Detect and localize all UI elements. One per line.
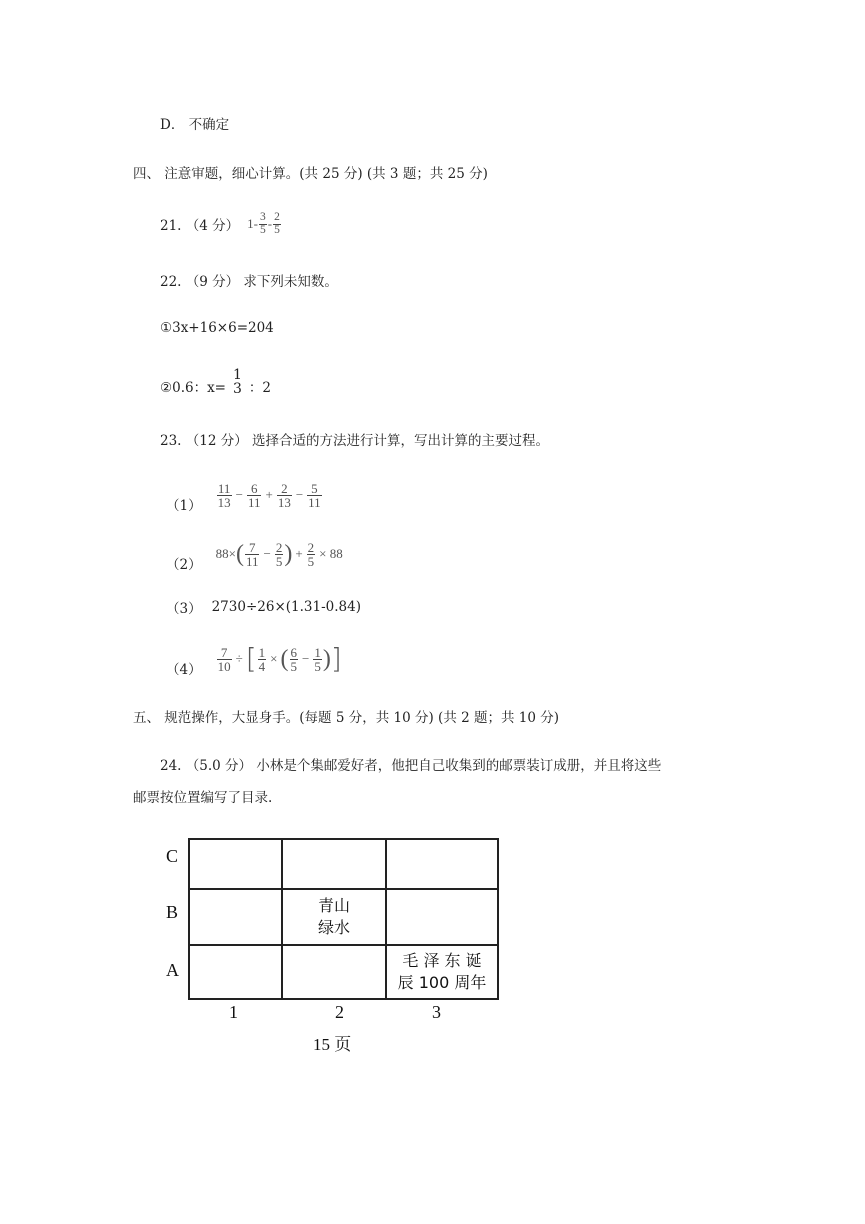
question-22-label: 22. （9 分） 求下列未知数。	[160, 274, 338, 290]
fraction: $\frac{2}{5}$	[274, 211, 280, 236]
question-24-line-2: 邮票按位置编写了目录.	[133, 790, 273, 806]
part-number: （1）	[166, 498, 202, 514]
question-23-part-1	[166, 476, 323, 514]
fraction: $\frac{3}{5}$	[260, 211, 266, 236]
fraction: 1 3	[233, 367, 242, 397]
cell-a3	[386, 945, 498, 999]
cell-a2	[282, 945, 386, 999]
cell-c1	[189, 839, 282, 889]
question-22-item-1: ①3x+16×6=204	[160, 320, 274, 336]
question-21	[160, 212, 282, 236]
cell-b1	[189, 889, 282, 945]
part-2-expression: 88× ( $\frac{7}{11}$ − $\frac{2}{5}$ ) + $\frac{2}{5}$ × 88	[215, 539, 343, 569]
col-label-1: 1	[229, 1002, 238, 1022]
fraction: $\frac{1}{5}$	[314, 644, 321, 674]
fraction: $\frac{11}{13}$	[217, 480, 231, 510]
cell-b3	[386, 889, 498, 945]
part-3-expression: 2730÷26×(1.31-0.84)	[211, 599, 361, 615]
section-4-title: 四、 注意审题，细心计算。(共 25 分) (共 3 题；共 25 分)	[133, 166, 488, 182]
row-label-b: B	[166, 902, 179, 922]
cell-b2	[282, 889, 386, 945]
row-label-c: C	[166, 846, 179, 866]
expr-tail: × 88	[319, 546, 343, 561]
fraction: $\frac{7}{11}$	[245, 539, 259, 569]
col-label-2: 2	[335, 1002, 344, 1022]
cell-a3-line-1: 毛 泽 东 诞	[402, 951, 482, 970]
question-21-expression	[247, 212, 282, 236]
operator: -	[267, 216, 273, 231]
fraction: $\frac{1}{4}$	[258, 644, 266, 674]
question-23-part-2	[166, 535, 343, 573]
col-label-3: 3	[432, 1002, 441, 1022]
part-number: （2）	[166, 557, 202, 573]
part-4-expression: $\frac{7}{10}$ ÷ [ $\frac{1}{4}$ × ( $\frac{6}{5}$ − $\frac{1}{5}$ ) ]	[217, 642, 342, 675]
section-5-title: 五、 规范操作，大显身手。(每题 5 分，共 10 分) (共 2 题；共 10 分)	[133, 710, 560, 726]
part-number: （4）	[166, 662, 202, 678]
cell-c3	[386, 839, 498, 889]
question-22-item-2	[160, 368, 271, 396]
question-23-part-3	[166, 597, 361, 617]
fraction: $\frac{2}{5}$	[275, 539, 283, 569]
cell-c2	[282, 839, 386, 889]
question-23-label: 23. （12 分） 选择合适的方法进行计算，写出计算的主要过程。	[160, 433, 550, 449]
fraction: $\frac{2}{5}$	[307, 539, 315, 569]
cell-a3-line-2: 辰 100 周年	[397, 973, 487, 992]
item-2-prefix: ②0.6：x=	[160, 380, 226, 396]
row-label-a: A	[166, 960, 179, 980]
part-number: （3）	[166, 601, 202, 617]
fraction: $\frac{2}{13}$	[277, 480, 291, 510]
option-d: D． 不确定	[160, 117, 230, 133]
question-23-part-4	[166, 640, 342, 678]
fraction: $\frac{6}{5}$	[290, 644, 298, 674]
fraction: $\frac{7}{10}$	[217, 644, 231, 674]
part-1-expression: $\frac{11}{13}$ − $\frac{6}{11}$ + $\frac{2}{13}$ − $\frac{5}{11}$	[217, 480, 321, 510]
fraction: $\frac{6}{11}$	[247, 480, 261, 510]
question-24-line-1: 24. （5.0 分） 小林是个集邮爱好者，他把自己收集到的邮票装订成册，并且将这些	[160, 758, 662, 774]
item-2-suffix: ：2	[248, 380, 272, 396]
cell-a1	[189, 945, 282, 999]
cell-b2-line-2: 绿水	[317, 918, 350, 937]
expr-lead: 88×	[215, 546, 236, 561]
question-21-label: 21. （4 分）	[160, 218, 240, 234]
expr-lead: 1-	[247, 216, 258, 231]
page-label: 15 页	[313, 1035, 352, 1054]
cell-b2-line-1: 青山	[317, 896, 350, 915]
fraction: $\frac{5}{11}$	[308, 480, 321, 510]
stamp-grid	[188, 838, 499, 1000]
